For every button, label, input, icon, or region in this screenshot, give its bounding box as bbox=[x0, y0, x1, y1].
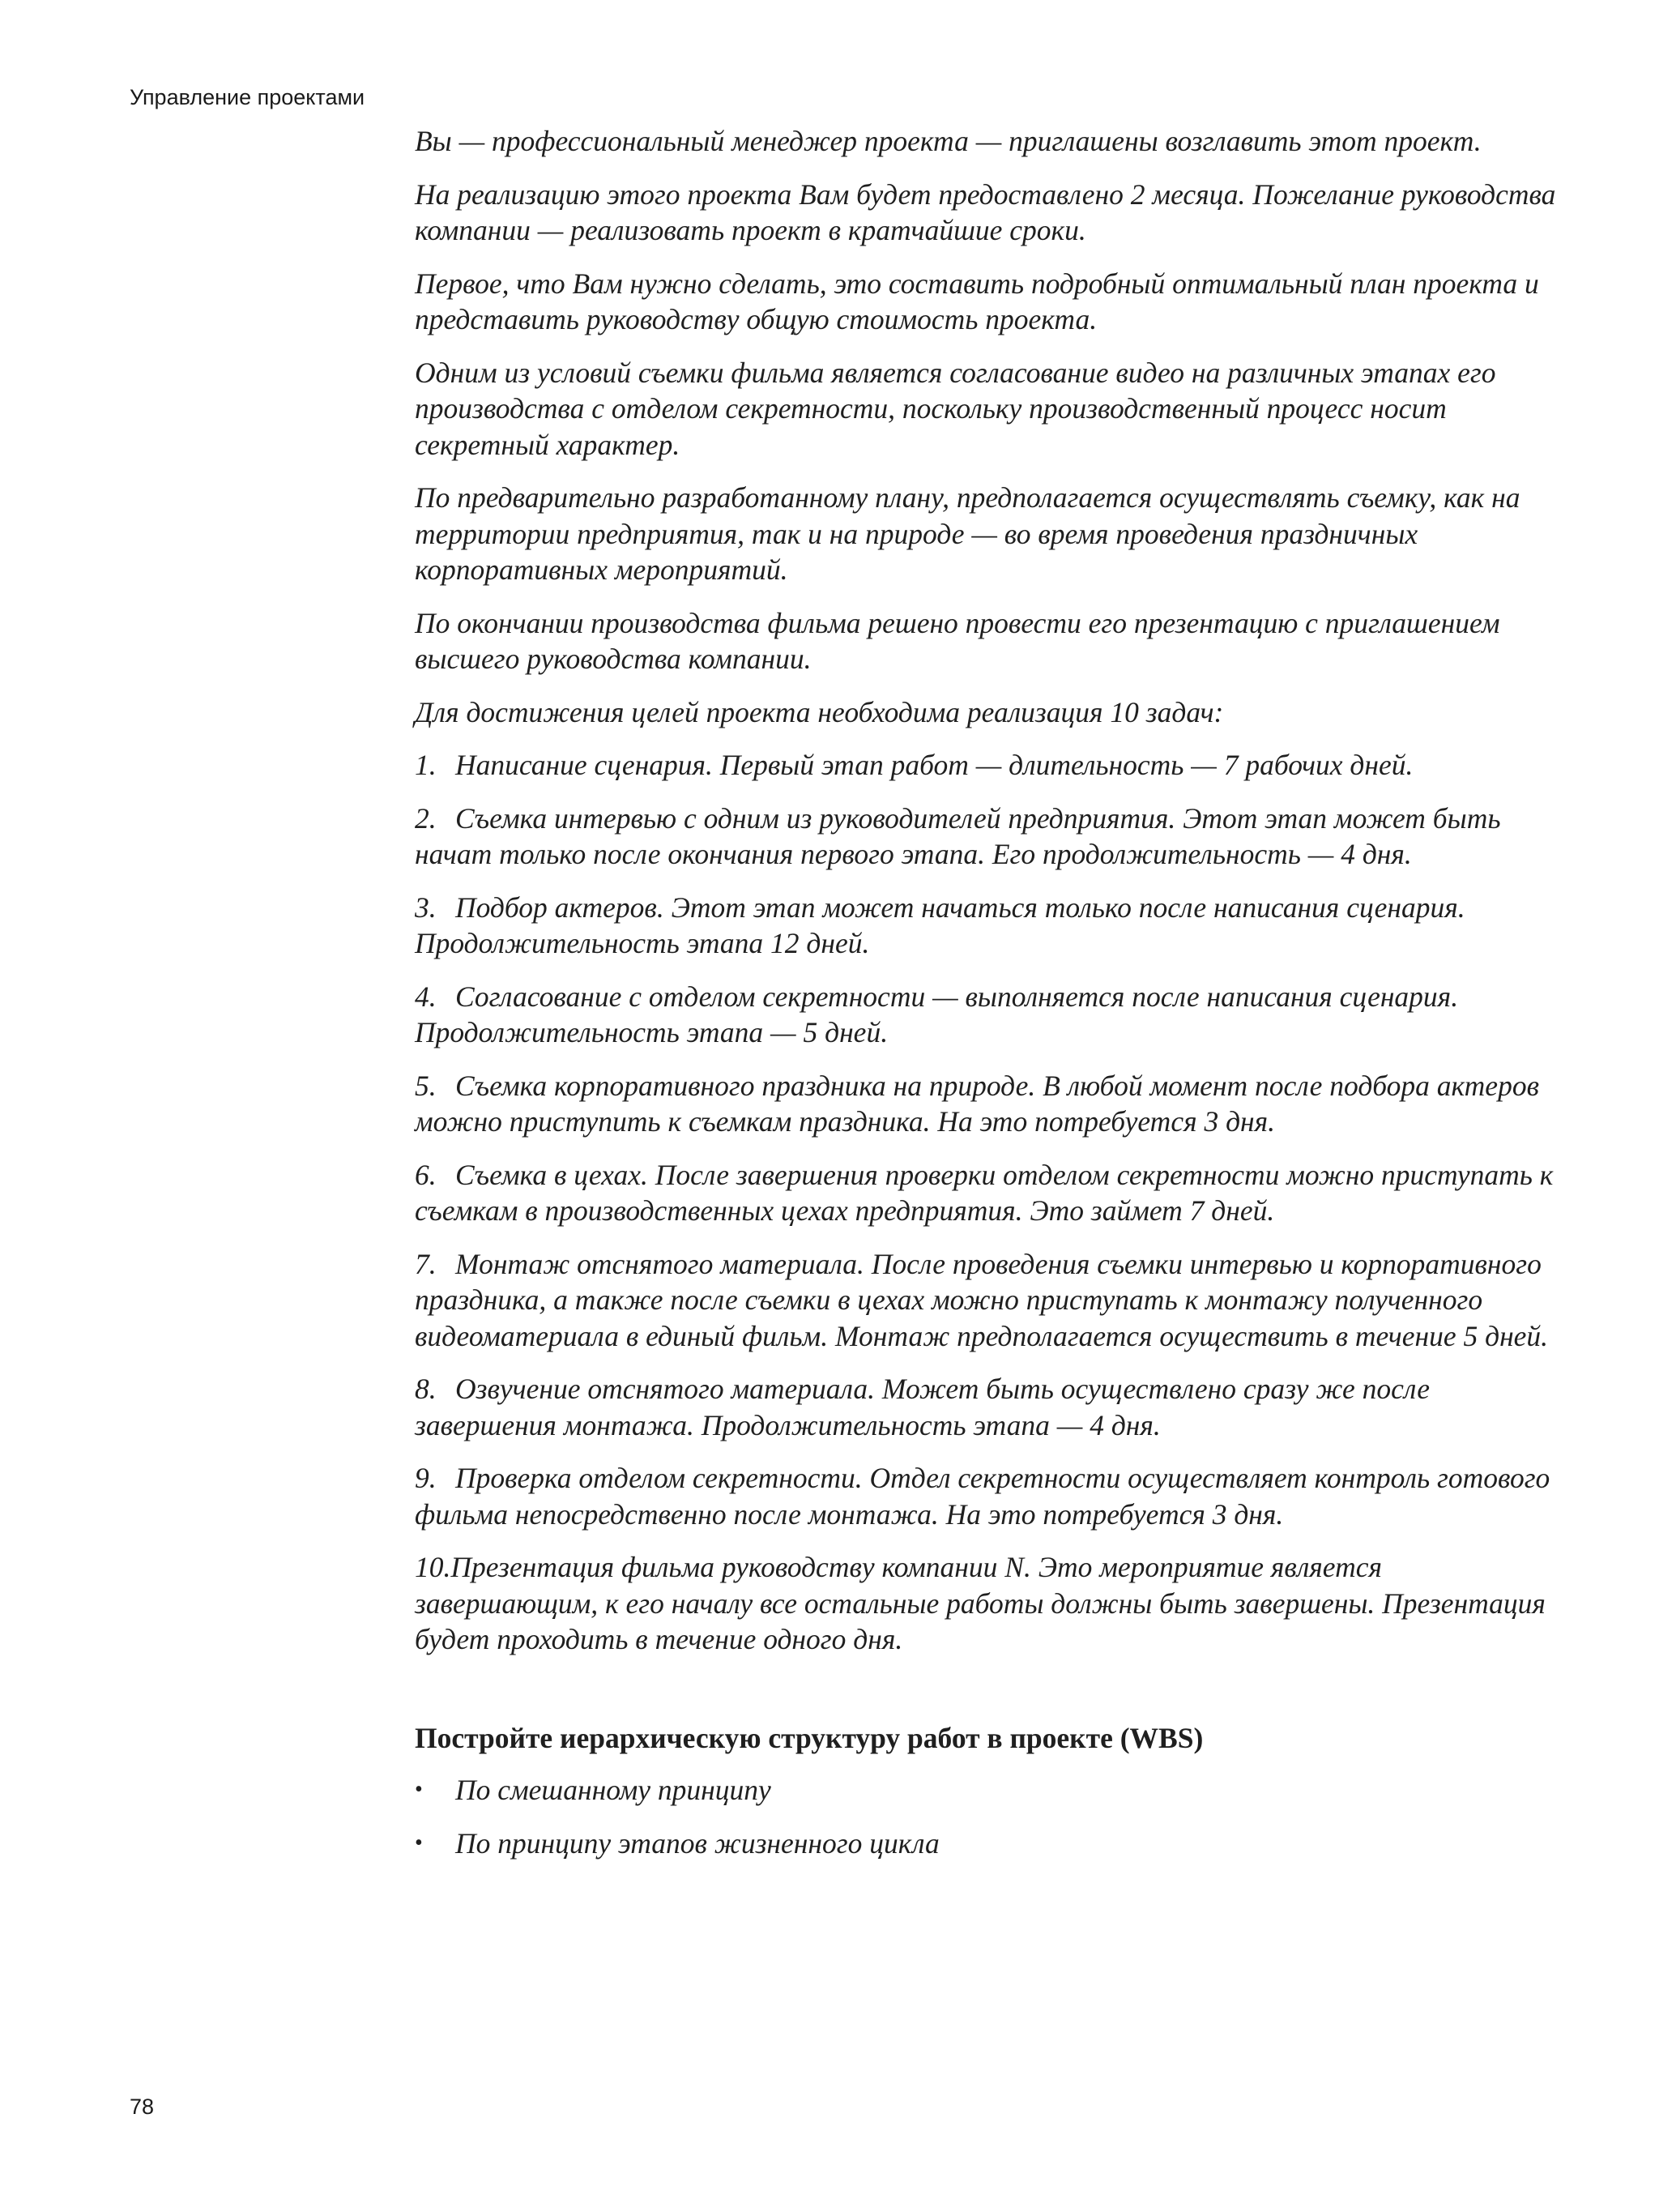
task-item bbox=[415, 979, 1565, 1051]
task-number: 9. bbox=[415, 1462, 437, 1494]
page-number: 78 bbox=[130, 2095, 155, 2119]
intro-paragraph: Вы — профессиональный менеджер проекта — приглашены возглавить этот проект. bbox=[415, 125, 1482, 157]
bullet-item bbox=[415, 1772, 1565, 1808]
task-number: 5. bbox=[415, 1069, 437, 1102]
task-item bbox=[415, 1246, 1565, 1355]
task-number: 1. bbox=[415, 749, 437, 781]
task-number: 8. bbox=[415, 1373, 437, 1405]
intro-paragraph: По предварительно разработанному плану, предполагается осуществлять съемку, как на территории предприятия, так и на природе — во время проведения праздничных корпоративных мероприятий. bbox=[415, 481, 1520, 586]
intro-paragraph: На реализацию этого проекта Вам будет предоставлено 2 месяца. Пожелание руководства компании — реализовать проект в кратчайшие сроки. bbox=[415, 177, 1556, 246]
page-content bbox=[415, 123, 1565, 1878]
intro-paragraph: Одним из условий съемки фильма является согласование видео на различных этапах его производства с отделом секретности, поскольку производственный процесс носит секретный характер. bbox=[415, 356, 1496, 461]
intro-paragraph: Для достижения целей проекта необходима реализация 10 задач: bbox=[415, 695, 1224, 728]
task-item bbox=[415, 890, 1565, 962]
task-number: 2. bbox=[415, 801, 437, 835]
task-item bbox=[415, 801, 1565, 873]
task-text: Съемка интервью с одним из руководителей предприятия. Этот этап может быть начат только после окончания первого этапа. Его продолжительность — 4 дня. bbox=[415, 801, 1501, 870]
task-text: Проверка отделом секретности. Отдел секретности осуществляет контроль готового фильма непосредственно после монтажа. На это потребуется 3 дня. bbox=[415, 1462, 1550, 1531]
bullet-text: По смешанному принципу bbox=[455, 1774, 771, 1806]
running-header: Управление проектами bbox=[130, 85, 365, 109]
task-item bbox=[415, 1460, 1565, 1532]
task-text: Съемка в цехах. После завершения проверки отделом секретности можно приступать к съемкам в производственных цехах предприятия. Это займет 7 дней. bbox=[415, 1158, 1554, 1227]
bullet-text: По принципу этапов жизненного цикла bbox=[455, 1826, 940, 1860]
task-number: 7. bbox=[415, 1247, 437, 1280]
task-number: 6. bbox=[415, 1158, 437, 1191]
task-item bbox=[415, 747, 1565, 784]
task-text: Презентация фильма руководству компании N. Это мероприятие является завершающим, к его началу все остальные работы должны быть завершены. Презентация будет проходить в течение одного дня. bbox=[415, 1551, 1546, 1655]
intro-paragraph: По окончании производства фильма решено провести его презентацию с приглашением высшего руководства компании. bbox=[415, 606, 1500, 675]
assignment-heading: Постройте иерархическую структуру работ в проекте (WBS) bbox=[415, 1721, 1204, 1754]
task-number: 10. bbox=[415, 1551, 451, 1583]
task-number: 4. bbox=[415, 980, 437, 1013]
task-text: Монтаж отснятого материала. После проведения съемки интервью и корпоративного праздника, а также после съемки в цехах можно приступать к монтажу полученного видеоматериала в единый фильм. Монтаж предполагается осуществить в течение 5 дней. bbox=[415, 1247, 1549, 1352]
bullet-item bbox=[415, 1826, 1565, 1862]
task-text: Подбор актеров. Этот этап может начаться только после написания сценария. Продолжительность этапа 12 дней. bbox=[415, 890, 1465, 959]
task-text: Съемка корпоративного праздника на природе. В любой момент после подбора актеров можно приступить к съемкам праздника. На это потребуется 3 дня. bbox=[415, 1069, 1539, 1138]
task-item bbox=[415, 1157, 1565, 1229]
task-item bbox=[415, 1068, 1565, 1140]
task-text: Согласование с отделом секретности — выполняется после написания сценария. Продолжительность этапа — 5 дней. bbox=[415, 980, 1459, 1048]
task-text: Озвучение отснятого материала. Может быть осуществлено сразу же после завершения монтажа. Продолжительность этапа — 4 дня. bbox=[415, 1373, 1430, 1441]
task-item bbox=[415, 1549, 1565, 1658]
bullet-icon: • bbox=[415, 1777, 423, 1802]
task-text: Написание сценария. Первый этап работ — длительность — 7 рабочих дней. bbox=[455, 749, 1414, 781]
task-item bbox=[415, 1371, 1565, 1443]
intro-paragraph: Первое, что Вам нужно сделать, это составить подробный оптимальный план проекта и представить руководству общую стоимость проекта. bbox=[415, 267, 1539, 335]
bullet-icon: • bbox=[415, 1830, 423, 1855]
task-number: 3. bbox=[415, 890, 437, 924]
